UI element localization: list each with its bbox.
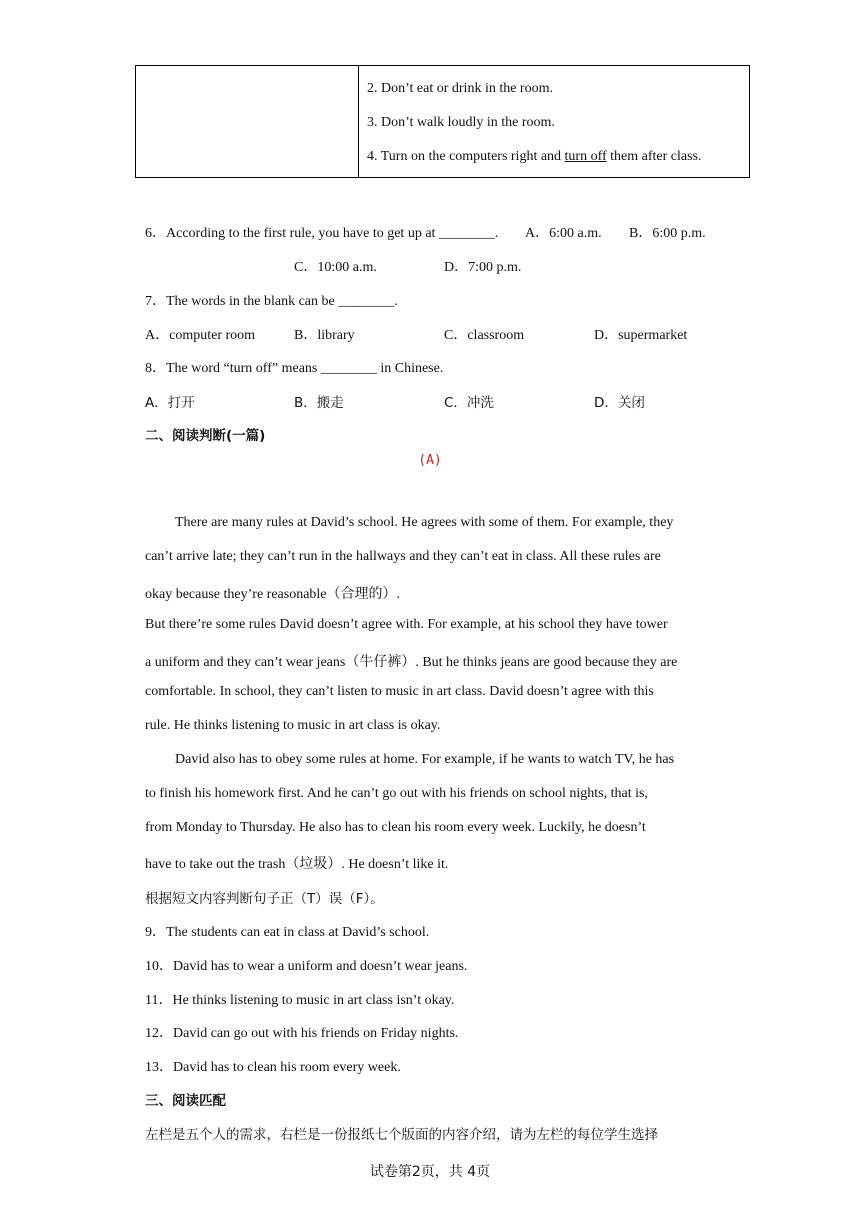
- rule-4-underlined: turn off: [564, 149, 607, 164]
- q6-option-b: B．6:00 p.m.: [629, 226, 706, 241]
- passage-line-1: There are many rules at David’s school. He agrees with some of them. For example, they: [175, 515, 674, 530]
- rules-table-left-cell: [136, 66, 359, 178]
- q6-option-c: C．10:00 a.m.: [294, 260, 377, 275]
- rule-4: [367, 140, 749, 174]
- rules-table: [135, 65, 750, 178]
- tf-question-9: 9．The students can eat in class at David’s school.: [145, 925, 430, 940]
- tf-question-11: 11．He thinks listening to music in art class isn’t okay.: [145, 993, 455, 1008]
- rule-4-before: 4. Turn on the computers right and: [367, 149, 565, 164]
- q8-option-b: B．搬走: [294, 395, 344, 411]
- q6-option-d: D．7:00 p.m.: [444, 260, 522, 275]
- section-3-title: 三、阅读匹配: [145, 1093, 226, 1109]
- passage-line-9: to finish his homework first. And he can’t go out with his friends on school nights, that is,: [145, 786, 648, 801]
- rule-4-after: them after class.: [606, 149, 702, 164]
- q7-option-a: A．computer room: [145, 328, 256, 343]
- passage-line-11: have to take out the trash（垃圾）. He doesn’t like it.: [145, 857, 449, 872]
- tf-question-13: 13．David has to clean his room every week.: [145, 1060, 401, 1075]
- tf-question-10: 10．David has to wear a uniform and doesn’t wear jeans.: [145, 959, 468, 974]
- rule-3: 3. Don’t walk loudly in the room.: [367, 115, 555, 130]
- page-footer: 试卷第2页，共 4页: [369, 1164, 491, 1180]
- q7-stem: 7．The words in the blank can be ________.: [145, 294, 398, 309]
- tf-instruction: 根据短文内容判断句子正（T）误（F）。: [145, 891, 384, 907]
- passage-line-2: can’t arrive late; they can’t run in the hallways and they can’t eat in class. All these rules are: [145, 549, 661, 564]
- q7-option-c: C．classroom: [444, 328, 525, 343]
- q7-option-d: D．supermarket: [594, 328, 688, 343]
- q8-stem: 8．The word “turn off” means ________ in Chinese.: [145, 361, 444, 376]
- section-3-intro: 左栏是五个人的需求，右栏是一份报纸七个版面的内容介绍，请为左栏的每位学生选择: [145, 1127, 658, 1143]
- passage-line-4: But there’re some rules David doesn’t agree with. For example, at his school they have tower: [145, 617, 668, 632]
- passage-line-3: okay because they’re reasonable（合理的）.: [145, 587, 401, 602]
- q6-option-a: A．6:00 a.m.: [525, 226, 602, 241]
- passage-line-5: a uniform and they can’t wear jeans（牛仔裤）. But he thinks jeans are good because they are: [145, 655, 678, 670]
- tf-question-12: 12．David can go out with his friends on Friday nights.: [145, 1026, 459, 1041]
- rules-table-right-cell: [359, 66, 750, 178]
- q8-option-c: C．冲洗: [444, 395, 494, 411]
- q8-option-a: A．打开: [145, 395, 195, 411]
- q8-option-d: D．关闭: [594, 395, 645, 411]
- passage-label: (A): [418, 453, 442, 468]
- passage-line-6: comfortable. In school, they can’t listen to music in art class. David doesn’t agree with this: [145, 684, 654, 699]
- passage-line-10: from Monday to Thursday. He also has to clean his room every week. Luckily, he doesn’t: [145, 820, 646, 835]
- passage-line-8: David also has to obey some rules at home. For example, if he wants to watch TV, he has: [175, 752, 675, 767]
- q7-option-b: B．library: [294, 328, 355, 343]
- passage-line-7: rule. He thinks listening to music in art class is okay.: [145, 718, 441, 733]
- section-2-title: 二、阅读判断(一篇): [145, 428, 266, 444]
- rule-2: 2. Don’t eat or drink in the room.: [367, 81, 553, 96]
- q6-stem: 6．According to the first rule, you have to get up at ________.: [145, 226, 499, 241]
